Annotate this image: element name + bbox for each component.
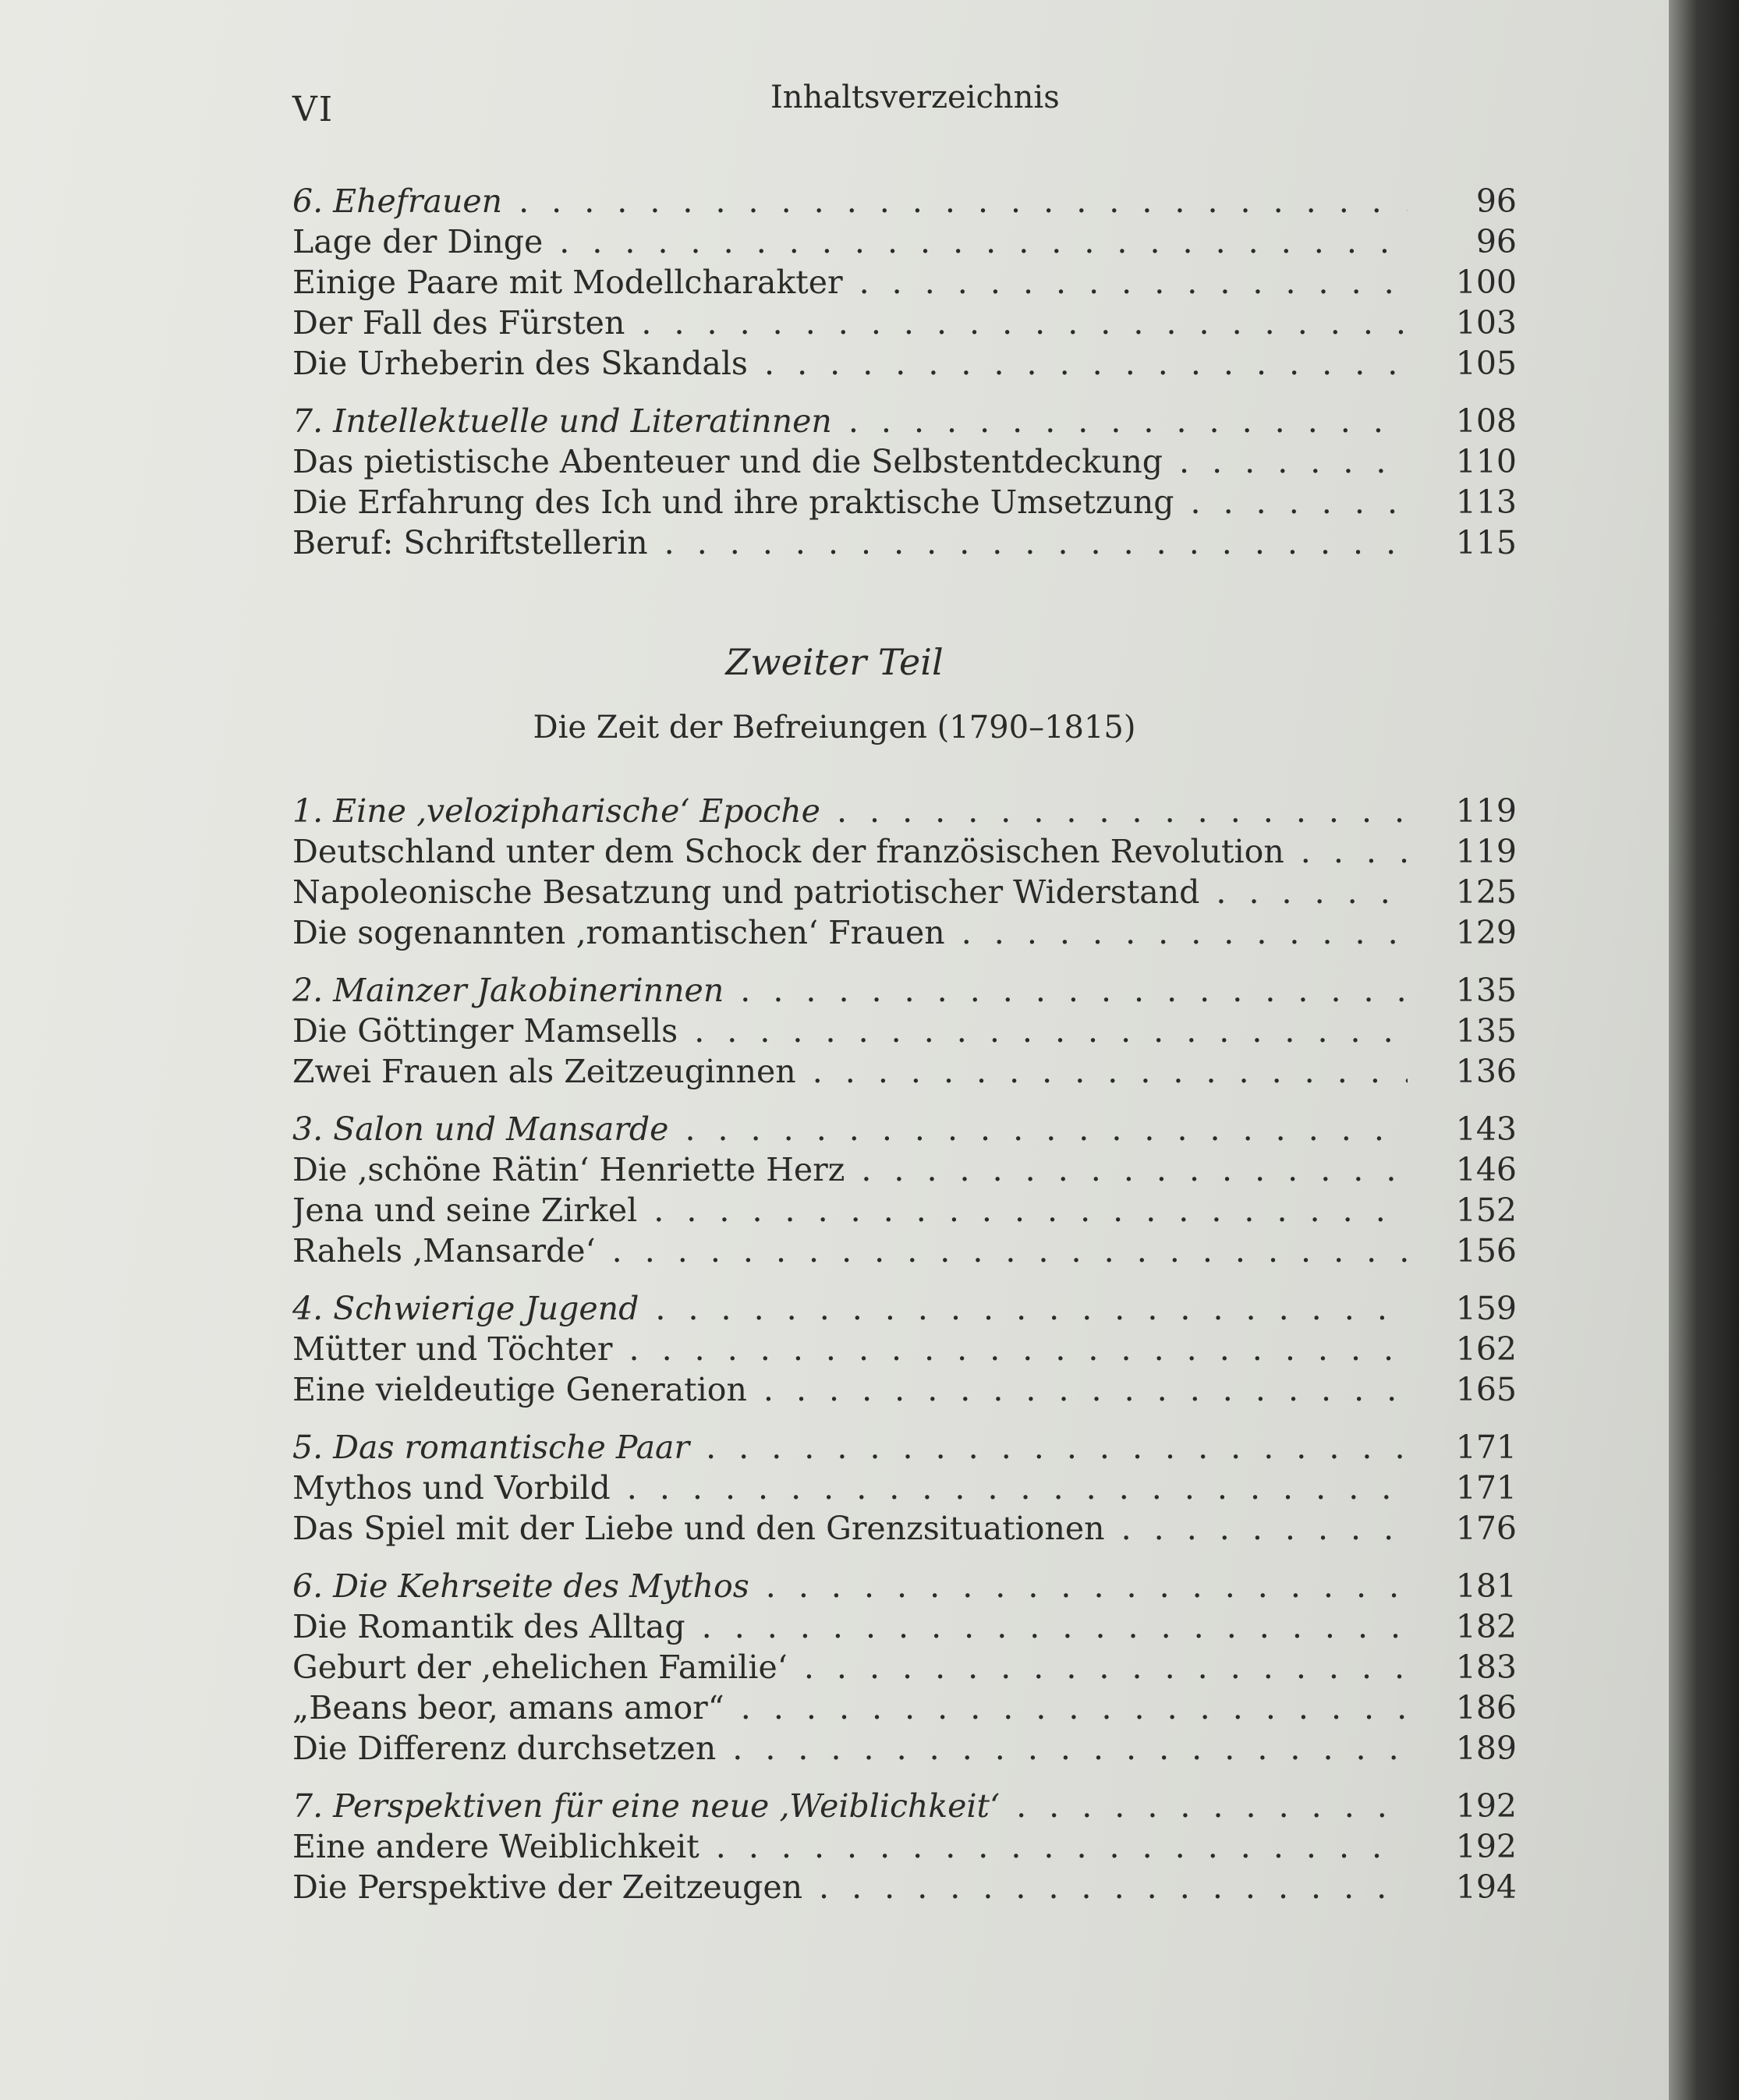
- toc-entry-leader: [292, 181, 1408, 221]
- toc-entry-page: 113: [1455, 483, 1517, 521]
- toc-entry-title: Die ‚schöne Rätin‘ Henriette Herz: [292, 1151, 845, 1188]
- toc-entry-leader: [292, 1647, 1408, 1687]
- toc-entry-leader: [292, 1149, 1408, 1190]
- toc-entry-page: 181: [1455, 1567, 1517, 1605]
- toc-chapter-entry: [292, 791, 1517, 831]
- toc-entry-leader: [292, 1566, 1408, 1606]
- page-edge-shadow: [1669, 0, 1739, 2100]
- toc-entry-page: 119: [1455, 833, 1517, 870]
- toc-entry-page: 143: [1455, 1110, 1517, 1148]
- toc-entry-page: 136: [1455, 1053, 1517, 1090]
- toc-section-first-part: [292, 181, 1517, 563]
- toc-chapter-entry: [292, 1786, 1517, 1826]
- toc-entry-leader: [292, 1051, 1408, 1092]
- part-subtitle: Die Zeit der Befreiungen (1790–1815): [533, 710, 1136, 745]
- toc-entry-leader: [292, 401, 1408, 441]
- toc-entry-title: 6. Ehefrauen: [292, 182, 503, 220]
- chapter-gap: [292, 384, 1517, 401]
- toc-entry: [292, 522, 1517, 563]
- toc-entry-title: Zwei Frauen als Zeitzeuginnen: [292, 1053, 796, 1090]
- toc-entry-page: 194: [1455, 1868, 1517, 1906]
- toc-entry: [292, 1826, 1517, 1867]
- toc-entry: [292, 1468, 1517, 1508]
- toc-entry-leader: [292, 1508, 1408, 1549]
- toc-entry: [292, 1051, 1517, 1092]
- toc-entry-page: 162: [1455, 1330, 1517, 1368]
- toc-entry-leader: [292, 831, 1408, 872]
- toc-entry-title: Das Spiel mit der Liebe und den Grenzsituationen: [292, 1510, 1105, 1547]
- page-number: VI: [292, 90, 335, 129]
- toc-entry-leader: [292, 1867, 1408, 1907]
- toc-entry-page: 110: [1455, 443, 1517, 480]
- toc-entry: [292, 1231, 1517, 1271]
- toc-entry-page: 105: [1455, 345, 1517, 382]
- toc-entry-title: 4. Schwierige Jugend: [292, 1290, 639, 1327]
- toc-chapter-entry: [292, 1427, 1517, 1468]
- toc-entry-page: 159: [1455, 1290, 1517, 1327]
- toc-entry-leader: [292, 482, 1408, 522]
- toc-entry-leader: [292, 522, 1408, 563]
- toc-entry-page: 165: [1455, 1371, 1517, 1408]
- toc-entry-title: Eine andere Weiblichkeit: [292, 1828, 699, 1865]
- toc-entry-title: Deutschland unter dem Schock der französischen Revolution: [292, 833, 1284, 870]
- toc-entry-page: 129: [1455, 914, 1517, 951]
- toc-entry-leader: [292, 1427, 1408, 1468]
- toc-entry: [292, 343, 1517, 384]
- toc-entry-page: 171: [1455, 1429, 1517, 1466]
- toc-entry-title: 1. Eine ‚velozipharische‘ Epoche: [292, 792, 820, 830]
- part-title: Zweiter Teil: [725, 641, 944, 683]
- toc-entry-leader: [292, 1826, 1408, 1867]
- toc-entry: [292, 1149, 1517, 1190]
- toc-entry: [292, 482, 1517, 522]
- toc-entry: [292, 1190, 1517, 1231]
- toc-entry: [292, 262, 1517, 303]
- toc-entry-leader: [292, 1687, 1408, 1728]
- toc-entry-title: Geburt der ‚ehelichen Familie‘: [292, 1648, 788, 1686]
- chapter-gap: [292, 1769, 1517, 1786]
- toc-entry: [292, 1867, 1517, 1907]
- toc-entry-leader: [292, 970, 1408, 1011]
- toc-entry: [292, 1606, 1517, 1647]
- toc-entry-page: 100: [1455, 264, 1517, 301]
- toc-chapter-entry: [292, 1288, 1517, 1329]
- toc-entry-title: Die sogenannten ‚romantischen‘ Frauen: [292, 914, 945, 951]
- toc-entry-leader: [292, 1606, 1408, 1647]
- toc-entry-title: Die Differenz durchsetzen: [292, 1730, 717, 1767]
- toc-entry-title: Der Fall des Fürsten: [292, 304, 625, 342]
- toc-entry-page: 192: [1455, 1828, 1517, 1865]
- toc-entry-leader: [292, 1329, 1408, 1369]
- toc-entry-title: Lage der Dinge: [292, 223, 544, 260]
- toc-entry-page: 156: [1455, 1232, 1517, 1270]
- toc-entry-leader: [292, 262, 1408, 303]
- toc-entry-page: 96: [1475, 182, 1517, 220]
- chapter-gap: [292, 1092, 1517, 1109]
- toc-entry: [292, 1728, 1517, 1769]
- toc-entry: [292, 1647, 1517, 1687]
- toc-entry-page: 115: [1455, 524, 1517, 561]
- toc-entry-page: 108: [1455, 402, 1517, 440]
- toc-entry-title: 7. Perspektiven für eine neue ‚Weiblichkeit‘: [292, 1787, 1001, 1825]
- toc-entry-leader: [292, 343, 1408, 384]
- running-title: Inhaltsverzeichnis: [770, 80, 1060, 115]
- toc-entry-page: 189: [1455, 1730, 1517, 1767]
- toc-entry-page: 176: [1455, 1510, 1517, 1547]
- chapter-gap: [292, 1410, 1517, 1427]
- toc-entry-leader: [292, 1786, 1408, 1826]
- toc-chapter-entry: [292, 1109, 1517, 1149]
- chapter-gap: [292, 953, 1517, 970]
- toc-entry: [292, 831, 1517, 872]
- toc-chapter-entry: [292, 1566, 1517, 1606]
- toc-entry: [292, 1011, 1517, 1051]
- toc-entry-leader: [292, 221, 1408, 262]
- toc-entry-page: 125: [1455, 873, 1517, 911]
- toc-entry-page: 135: [1455, 1012, 1517, 1050]
- toc-entry-leader: [292, 1288, 1408, 1329]
- toc-entry-page: 96: [1475, 223, 1517, 260]
- toc-entry-title: Jena und seine Zirkel: [292, 1192, 638, 1229]
- toc-entry-leader: [292, 441, 1408, 482]
- chapter-gap: [292, 1549, 1517, 1566]
- toc-entry: [292, 221, 1517, 262]
- toc-chapter-entry: [292, 970, 1517, 1011]
- toc-entry-title: 7. Intellektuelle und Literatinnen: [292, 402, 832, 440]
- toc-entry: [292, 912, 1517, 953]
- toc-entry-title: Eine vieldeutige Generation: [292, 1371, 747, 1408]
- toc-entry: [292, 1329, 1517, 1369]
- toc-entry-title: Die Romantik des Alltag: [292, 1608, 685, 1645]
- toc-chapter-entry: [292, 401, 1517, 441]
- toc-entry-page: 152: [1455, 1192, 1517, 1229]
- toc-entry: [292, 1369, 1517, 1410]
- toc-entry-page: 182: [1455, 1608, 1517, 1645]
- toc-entry-leader: [292, 1468, 1408, 1508]
- toc-entry-leader: [292, 1109, 1408, 1149]
- toc-entry: [292, 1687, 1517, 1728]
- toc-entry-title: Rahels ‚Mansarde‘: [292, 1232, 596, 1270]
- toc-entry-page: 135: [1455, 972, 1517, 1009]
- toc-entry: [292, 1508, 1517, 1549]
- toc-entry-page: 103: [1455, 304, 1517, 342]
- toc-entry-page: 119: [1455, 792, 1517, 830]
- toc-entry-title: Napoleonische Besatzung und patriotischer Widerstand: [292, 873, 1200, 911]
- toc-entry: [292, 303, 1517, 343]
- toc-chapter-entry: [292, 181, 1517, 221]
- toc-entry-leader: [292, 1190, 1408, 1231]
- toc-entry-title: Die Perspektive der Zeitzeugen: [292, 1868, 802, 1906]
- toc-entry-leader: [292, 1728, 1408, 1769]
- toc-entry-page: 171: [1455, 1469, 1517, 1507]
- toc-entry-title: Die Göttinger Mamsells: [292, 1012, 678, 1050]
- toc-entry-title: „Beans beor, amans amor“: [292, 1689, 724, 1726]
- toc-entry: [292, 441, 1517, 482]
- toc-entry-leader: [292, 1369, 1408, 1410]
- toc-entry-leader: [292, 1011, 1408, 1051]
- toc-entry-title: Beruf: Schriftstellerin: [292, 524, 648, 561]
- toc-entry-title: Die Erfahrung des Ich und ihre praktische Umsetzung: [292, 483, 1174, 521]
- toc-entry-leader: [292, 872, 1408, 912]
- toc-entry-leader: [292, 1231, 1408, 1271]
- toc-entry-page: 146: [1455, 1151, 1517, 1188]
- toc-section-second-part: [292, 791, 1517, 1907]
- chapter-gap: [292, 1271, 1517, 1288]
- toc-entry-title: 3. Salon und Mansarde: [292, 1110, 669, 1148]
- toc-entry: [292, 872, 1517, 912]
- toc-entry-title: Einige Paare mit Modellcharakter: [292, 264, 843, 301]
- toc-entry-leader: [292, 791, 1408, 831]
- toc-entry-leader: [292, 303, 1408, 343]
- toc-entry-title: 6. Die Kehrseite des Mythos: [292, 1567, 749, 1605]
- toc-entry-title: Die Urheberin des Skandals: [292, 345, 748, 382]
- toc-entry-leader: [292, 912, 1408, 953]
- toc-entry-page: 192: [1455, 1787, 1517, 1825]
- toc-entry-title: Mythos und Vorbild: [292, 1469, 611, 1507]
- toc-entry-page: 186: [1455, 1689, 1517, 1726]
- toc-entry-title: Mütter und Töchter: [292, 1330, 613, 1368]
- toc-entry-title: Das pietistische Abenteuer und die Selbstentdeckung: [292, 443, 1163, 480]
- toc-entry-title: 5. Das romantische Paar: [292, 1429, 690, 1466]
- toc-entry-title: 2. Mainzer Jakobinerinnen: [292, 972, 724, 1009]
- toc-entry-page: 183: [1455, 1648, 1517, 1686]
